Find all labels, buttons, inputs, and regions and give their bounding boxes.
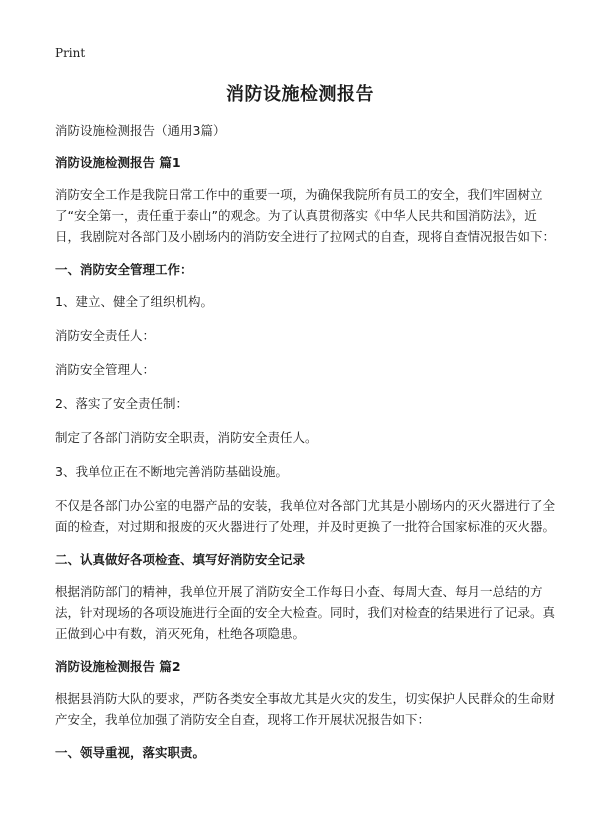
manager-person-text: 消防安全管理人： bbox=[55, 362, 156, 377]
document-title: 消防设施检测报告 bbox=[226, 84, 374, 105]
section2-paragraph: 根据消防部门的精神，我单位开展了消防安全工作每日小查、每周大查、每月一总结的方法，针对现场的各项设施进行全面的安全大检查。同时，我们对检查的结果进行了记录。真正做到心中有数，消灭死角，杜绝各项隐患。 bbox=[55, 584, 556, 641]
section2-heading: 二、认真做好各项检查、填写好消防安全记录 bbox=[55, 552, 306, 567]
print-link[interactable]: Print bbox=[55, 46, 86, 60]
section1-heading: 一、消防安全管理工作： bbox=[55, 262, 193, 277]
item1-text: 1、建立、健全了组织机构。 bbox=[55, 294, 213, 309]
document-subtitle: 消防设施检测报告（通用3篇） bbox=[55, 123, 226, 138]
item3-detail-paragraph: 不仅是各部门办公室的电器产品的安装，我单位对各部门尤其是小剧场内的灭火器进行了全面的检查，对过期和报废的灭火器进行了处理，并及时更换了一批符合国家标准的灭火器。 bbox=[55, 498, 556, 534]
part2-section1-heading: 一、领导重视，落实职责。 bbox=[55, 745, 206, 760]
item2-text: 2、落实了安全责任制： bbox=[55, 396, 188, 411]
document-body bbox=[55, 120, 555, 774]
part2-intro-paragraph: 根据县消防大队的要求，严防各类安全事故尤其是火灾的发生，切实保护人民群众的生命财产安全，我单位加强了消防安全自查，现将工作开展状况报告如下： bbox=[55, 691, 556, 727]
part1-heading: 消防设施检测报告 篇1 bbox=[55, 155, 181, 170]
item2-detail-text: 制定了各部门消防安全职责，消防安全责任人。 bbox=[55, 430, 318, 445]
responsible-person-text: 消防安全责任人： bbox=[55, 328, 156, 343]
item3-text: 3、我单位正在不断地完善消防基础设施。 bbox=[55, 464, 288, 479]
part1-intro-paragraph: 消防安全工作是我院日常工作中的重要一项，为确保我院所有员工的安全，我们牢固树立了“安全第一，责任重于泰山”的观念。为了认真贯彻落实《中华人民共和国消防法》，近日，我剧院对各部门及小剧场内的消防安全进行了拉网式的自查，现将自查情况报告如下： bbox=[55, 187, 556, 244]
part2-heading: 消防设施检测报告 篇2 bbox=[55, 659, 181, 674]
